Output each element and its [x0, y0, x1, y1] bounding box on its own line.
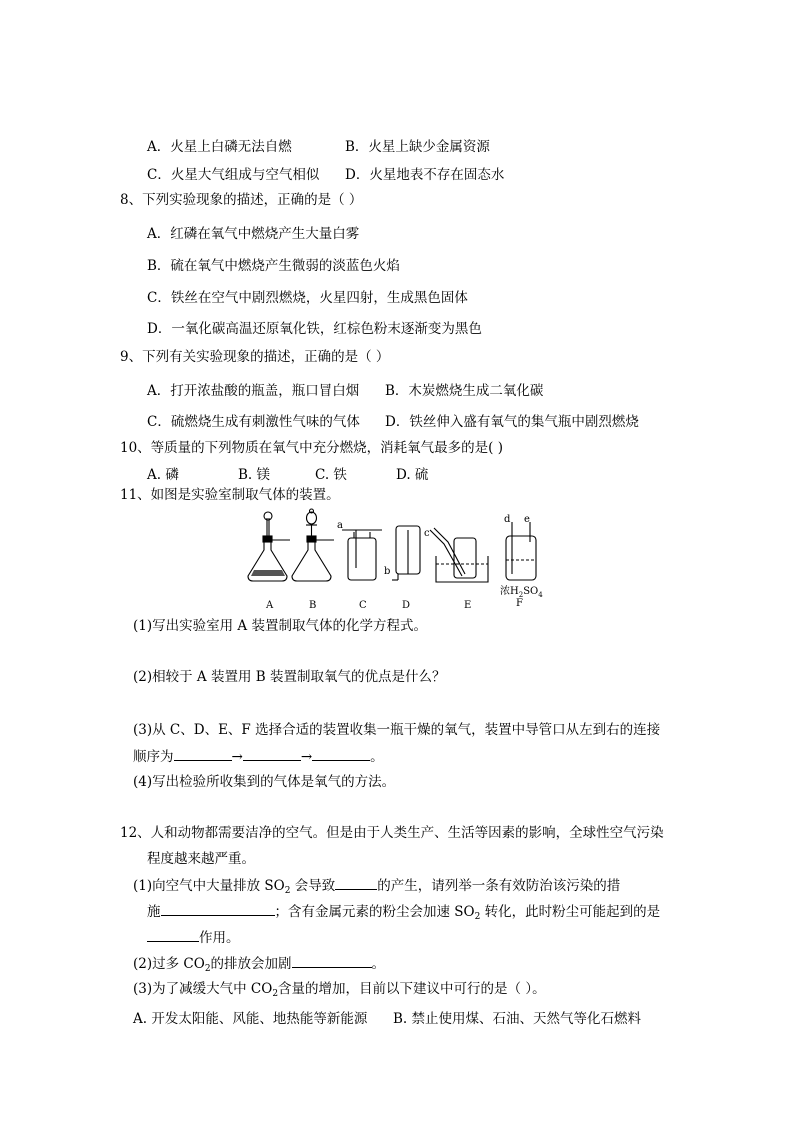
port-label-c: c: [424, 528, 430, 539]
q9-option-a: A．打开浓盐酸的瓶盖，瓶口冒白烟: [147, 383, 360, 399]
q11-part2: (2)相较于 A 装置用 B 装置制取氧气的优点是什么？: [133, 669, 446, 685]
q9-option-c: C．硫燃烧生成有刺激性气味的气体: [147, 414, 360, 430]
answer-blank-1[interactable]: [174, 747, 232, 761]
q12-p1a-mid: 会导致: [290, 878, 336, 894]
q12-p2-post: 的排放会加剧: [210, 956, 292, 972]
q12-p2-end: 。: [371, 956, 386, 972]
q7-option-d: D．火星地表不存在固态水: [345, 167, 505, 183]
q12-p1b-pre: 施: [147, 904, 161, 920]
q12-p1a-sub: 2: [284, 886, 291, 896]
q8-option-b: B．硫在氧气中燃烧产生微弱的淡蓝色火焰: [147, 258, 400, 274]
q9-option-d: D．铁丝伸入盛有氧气的集气瓶中剧烈燃烧: [385, 414, 639, 430]
acid-label: 浓$H_2SO_4$: [500, 586, 543, 599]
apparatus-label-e: E: [464, 600, 472, 611]
q12-option-a: A. 开发太阳能、风能、地热能等新能源: [133, 1011, 368, 1027]
answer-blank-6[interactable]: [147, 928, 199, 942]
q12-p1b-post: 转化，此时粉尘可能起到的是: [480, 904, 661, 920]
port-label-a: a: [337, 520, 343, 531]
q12-part1-line2: [147, 902, 660, 921]
q10-option-b: B. 镁: [238, 467, 271, 483]
apparatus-label-b: B: [309, 600, 317, 611]
arrow-2: →: [300, 749, 313, 765]
q10-option-d: D. 硫: [396, 467, 429, 483]
q12-stem: 12、人和动物都需要洁净的空气。但是由于人类生产、生活等因素的影响，全球性空气污染: [120, 825, 664, 841]
lab-apparatus-figure: [240, 508, 560, 614]
q10-option-c: C. 铁: [315, 467, 347, 483]
q12-p3-sub: 2: [272, 989, 279, 999]
apparatus-label-f: F: [516, 598, 523, 609]
q8-option-c: C．铁丝在空气中剧烈燃烧，火星四射，生成黑色固体: [147, 290, 468, 306]
q12-part2: [133, 954, 385, 973]
q12-part3: [133, 980, 546, 998]
period: 。: [370, 749, 384, 765]
q12-p3-pre: (3)为了减缓大气中 CO: [133, 981, 273, 997]
q11-stem: 11、如图是实验室制取气体的装置。: [120, 487, 340, 503]
answer-blank-5[interactable]: [161, 902, 275, 916]
q12-stem-cont: 程度越来越严重。: [147, 851, 255, 867]
q12-p3-post: 含量的增加，目前以下建议中可行的是（ ）。: [278, 981, 546, 997]
q8-stem: 8、下列实验现象的描述，正确的是（ ）: [120, 192, 363, 208]
apparatus-label-a: A: [266, 600, 274, 611]
q12-p1c-post: 作用。: [199, 930, 240, 946]
q7-option-b: B．火星上缺少金属资源: [345, 139, 490, 155]
answer-blank-3[interactable]: [312, 747, 370, 761]
q8-option-d: D．一氧化碳高温还原氧化铁，红棕色粉末逐渐变为黑色: [147, 321, 482, 337]
q11-part3: (3)从 C、D、E、F 选择合适的装置收集一瓶干燥的氧气，装置中导管口从左到右的连接: [133, 722, 661, 738]
q11-part3-order: [133, 747, 384, 766]
q9-option-b: B．木炭燃烧生成二氧化碳: [385, 383, 544, 399]
q7-option-a: A．火星上白磷无法自燃: [147, 139, 292, 155]
q10-option-a: A. 磷: [147, 467, 179, 483]
q7-option-c: C．火星大气组成与空气相似: [147, 167, 320, 183]
port-label-b: b: [384, 566, 391, 577]
q12-option-b: B. 禁止使用煤、石油、天然气等化石燃料: [393, 1011, 642, 1027]
q11-part1: (1)写出实验室用 A 装置制取气体的化学方程式。: [133, 618, 427, 634]
q11-part4: (4)写出检验所收集到的气体是氧气的方法。: [133, 774, 396, 790]
q12-part1-line3: [147, 928, 240, 947]
q11-part3-order-label: 顺序为: [133, 749, 174, 765]
q12-p1b-sub: 2: [474, 912, 481, 922]
q12-p1b-mid: ；含有金属元素的粉尘会加速 SO: [274, 904, 475, 920]
apparatus-c: [342, 530, 382, 580]
q10-stem: 10、等质量的下列物质在氧气中充分燃烧，消耗氧气最多的是( ): [120, 440, 504, 456]
q12-p2-sub: 2: [204, 964, 211, 974]
answer-blank-7[interactable]: [292, 954, 372, 968]
apparatus-label-d: D: [402, 600, 411, 611]
arrow-1: →: [231, 749, 243, 765]
q8-option-a: A．红磷在氧气中燃烧产生大量白雾: [147, 226, 360, 242]
q12-p2-pre: (2)过多 CO: [133, 956, 205, 972]
port-label-d: d: [504, 514, 511, 525]
apparatus-a: [248, 512, 290, 581]
apparatus-label-c: C: [359, 600, 367, 611]
q12-part1-line1: [133, 876, 620, 895]
apparatus-f: [506, 522, 536, 580]
answer-blank-4[interactable]: [335, 876, 377, 890]
apparatus-b: [292, 509, 334, 581]
q12-p1a-post: 的产生，请列举一条有效防治该污染的措: [377, 878, 621, 894]
apparatus-e: [430, 528, 488, 582]
q12-p1a-pre: (1)向空气中大量排放 SO: [133, 878, 285, 894]
apparatus-d: [392, 526, 420, 580]
port-label-e: e: [524, 514, 530, 525]
answer-blank-2[interactable]: [243, 747, 301, 761]
q9-stem: 9、下列有关实验现象的描述，正确的是（ ）: [120, 349, 390, 365]
